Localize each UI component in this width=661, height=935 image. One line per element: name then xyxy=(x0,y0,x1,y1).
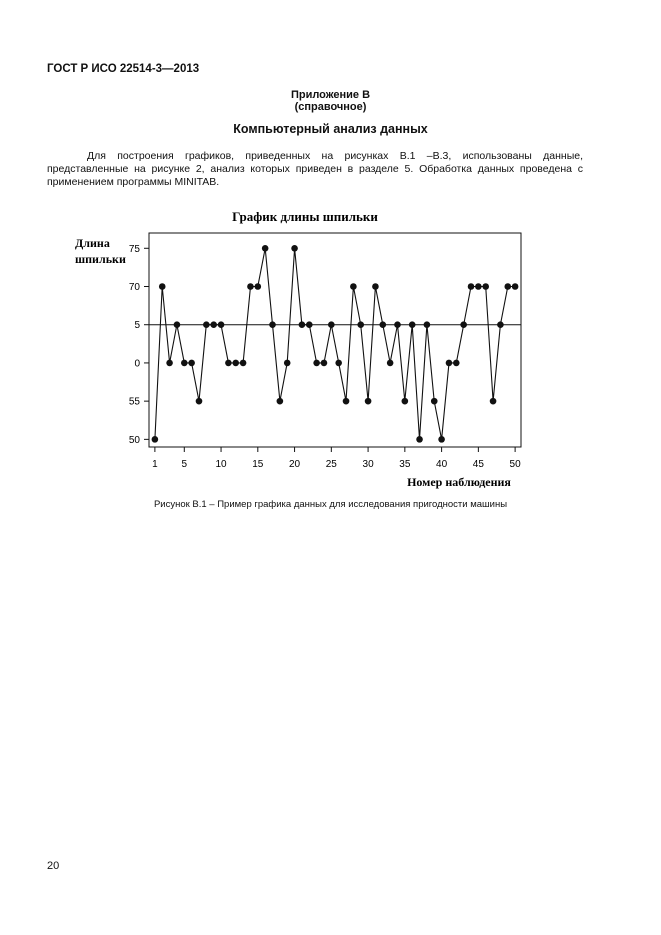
appendix-type: (справочное) xyxy=(294,101,367,113)
section-title: Компьютерный анализ данных xyxy=(233,122,428,136)
data-point xyxy=(255,283,262,290)
data-point xyxy=(372,283,379,290)
data-point xyxy=(497,321,504,328)
data-point xyxy=(446,360,453,367)
data-point xyxy=(210,321,217,328)
data-point xyxy=(306,321,313,328)
data-point xyxy=(277,398,284,405)
data-point xyxy=(328,321,335,328)
y-tick-label: 5 xyxy=(134,320,140,332)
data-point xyxy=(247,283,254,290)
data-point xyxy=(232,360,239,367)
chart-title: График длины шпильки xyxy=(232,209,378,224)
data-point xyxy=(196,398,203,405)
data-point xyxy=(218,321,225,328)
x-tick-label: 50 xyxy=(509,459,521,470)
data-point xyxy=(203,321,210,328)
data-point xyxy=(291,245,298,252)
y-axis xyxy=(129,244,149,446)
y-axis-label-line-2: шпильки xyxy=(75,252,126,266)
data-point xyxy=(350,283,357,290)
data-point xyxy=(365,398,372,405)
x-tick-label: 40 xyxy=(436,459,448,470)
data-point xyxy=(357,321,364,328)
x-tick-label: 15 xyxy=(252,459,264,470)
appendix-title: Приложение В xyxy=(290,89,371,101)
data-point xyxy=(321,360,328,367)
data-point xyxy=(174,321,181,328)
data-point xyxy=(512,283,519,290)
standard-header: ГОСТ Р ИСО 22514-3—2013 xyxy=(47,63,200,75)
x-tick-label: 10 xyxy=(215,459,227,470)
data-point xyxy=(335,360,342,367)
y-tick-label: 70 xyxy=(128,282,140,293)
x-axis xyxy=(152,447,521,470)
x-tick-label: 45 xyxy=(472,459,484,470)
data-point xyxy=(409,321,416,328)
data-point xyxy=(181,360,188,367)
x-axis-label: Номер наблюдения xyxy=(407,475,511,489)
data-point xyxy=(402,398,409,405)
data-point xyxy=(262,245,269,252)
y-tick-label: 55 xyxy=(128,396,140,408)
data-point xyxy=(460,321,467,328)
data-point xyxy=(416,436,423,443)
series-line xyxy=(155,248,515,439)
y-axis-label-line-1: Длина xyxy=(75,236,110,250)
data-point xyxy=(188,360,195,367)
figure-caption: Рисунок В.1 – Пример графика данных для исследования пригодности машины xyxy=(153,499,508,510)
data-point xyxy=(159,283,166,290)
data-point xyxy=(475,283,482,290)
data-point xyxy=(166,360,173,367)
y-tick-label: 0 xyxy=(134,358,140,370)
data-point xyxy=(313,360,320,367)
x-tick-label: 35 xyxy=(399,459,411,470)
y-tick-label: 50 xyxy=(128,434,140,446)
data-point xyxy=(424,321,431,328)
data-point xyxy=(379,321,386,328)
data-point xyxy=(240,360,247,367)
x-tick-label: 1 xyxy=(152,459,158,470)
data-point xyxy=(299,321,306,328)
data-point xyxy=(394,321,401,328)
y-tick-label: 75 xyxy=(128,243,140,255)
page-number: 20 xyxy=(47,860,60,872)
data-point xyxy=(284,360,291,367)
x-tick-label: 5 xyxy=(181,459,188,470)
data-point xyxy=(269,321,276,328)
stud-length-chart xyxy=(0,200,661,498)
data-point xyxy=(482,283,489,290)
data-point xyxy=(343,398,350,405)
data-point xyxy=(438,436,445,443)
data-point xyxy=(490,398,497,405)
data-point xyxy=(225,360,232,367)
data-point xyxy=(152,436,159,443)
x-tick-label: 20 xyxy=(289,459,301,470)
x-tick-label: 25 xyxy=(325,459,337,470)
data-point xyxy=(453,360,460,367)
x-tick-label: 30 xyxy=(362,459,374,470)
data-point xyxy=(468,283,475,290)
data-point xyxy=(504,283,511,290)
body-paragraph: Для построения графиков, приведенных на рисунках В.1 –В.3, использованы данные, представленные на рисунке 2, анализ которых приведен в разделе 5. Обработка данных проведена с применением программы MINITAB. xyxy=(47,150,583,188)
data-point xyxy=(431,398,438,405)
data-point xyxy=(387,360,394,367)
